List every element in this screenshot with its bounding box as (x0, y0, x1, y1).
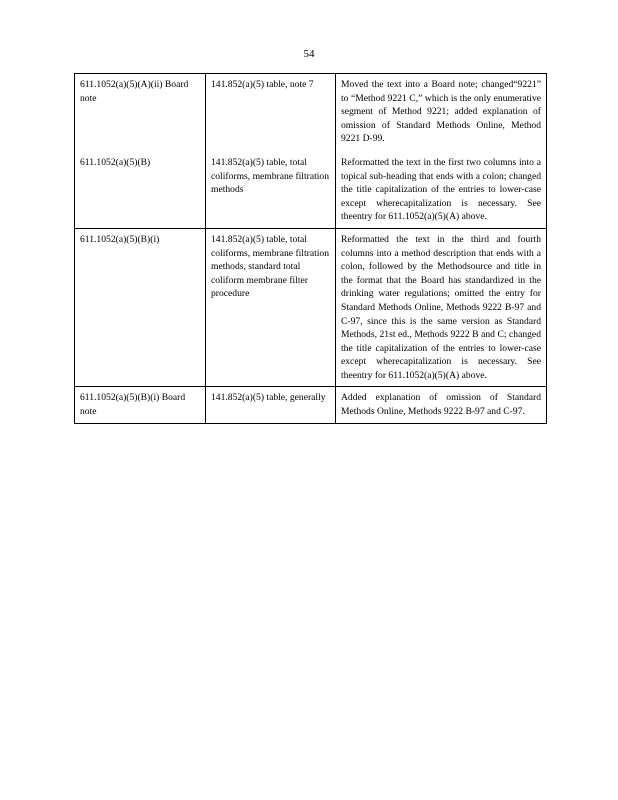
federal-text: 141.852(a)(5) table, total coliforms, membrane filtration methods, standard total coliform membrane filter procedure (211, 233, 330, 300)
section-cell (75, 152, 206, 228)
section-cell (75, 228, 206, 387)
table-row (75, 387, 547, 423)
table-row (75, 228, 547, 387)
section-cell (75, 387, 206, 423)
comparison-table (74, 73, 547, 424)
federal-cell (206, 387, 336, 423)
comment-cell (336, 152, 547, 228)
federal-cell (206, 152, 336, 228)
comment-cell (336, 74, 547, 152)
comment-cell (336, 228, 547, 387)
section-text: 611.1052(a)(5)(A)(ii) Board note (80, 79, 189, 104)
section-text: 611.1052(a)(5)(B)(i) Board note (80, 392, 186, 418)
comment-text: Reformatted the text in the third and fourth columns into a method description that ends with a colon, followed by the Methodsource and title in the format that the Board has standardized in the drinking water regulations; omitted the entry for Standard Methods Online, Methods 9222 B-97 and C-97, since this is the same version as Standard Methods, 21st ed., Methods 9222 B and C; changed the title capitalization of the entries to lower-case except wherecapitalization is necessary. See theentry for 611.1052(a)(5)(A) above. (341, 233, 541, 381)
federal-cell (206, 228, 336, 387)
federal-text: 141.852(a)(5) table, generally (211, 392, 326, 404)
table-row (75, 152, 547, 228)
table-row (75, 74, 547, 152)
federal-text: 141.852(a)(5) table, note 7 (211, 79, 314, 90)
section-text: 611.1052(a)(5)(B)(i) (80, 233, 160, 245)
section-cell (75, 74, 206, 152)
section-text: 611.1052(a)(5)(B) (80, 156, 151, 168)
comment-text: Added explanation of omission of Standard Methods Online, Methods 9222 B-97 and C-97. (341, 392, 541, 418)
comment-text: Reformatted the text in the first two columns into a topical sub-heading that ends with a colon; changed the title capitalization of the entries to lower-case except wherecapitalization is necessary. See theentry for 611.1052(a)(5)(A) above. (341, 156, 541, 223)
federal-text: 141.852(a)(5) table, total coliforms, membrane filtration methods (211, 156, 330, 196)
comment-cell (336, 387, 547, 423)
page-number: 54 (303, 48, 315, 60)
comment-text: Moved the text into a Board note; changed“9221” to “Method 9221 C,” which is the only enumerative segment of Method 9221; added explanation of omission of Standard Methods Online, Method 9221 D-99. (341, 79, 541, 145)
federal-cell (206, 74, 336, 152)
